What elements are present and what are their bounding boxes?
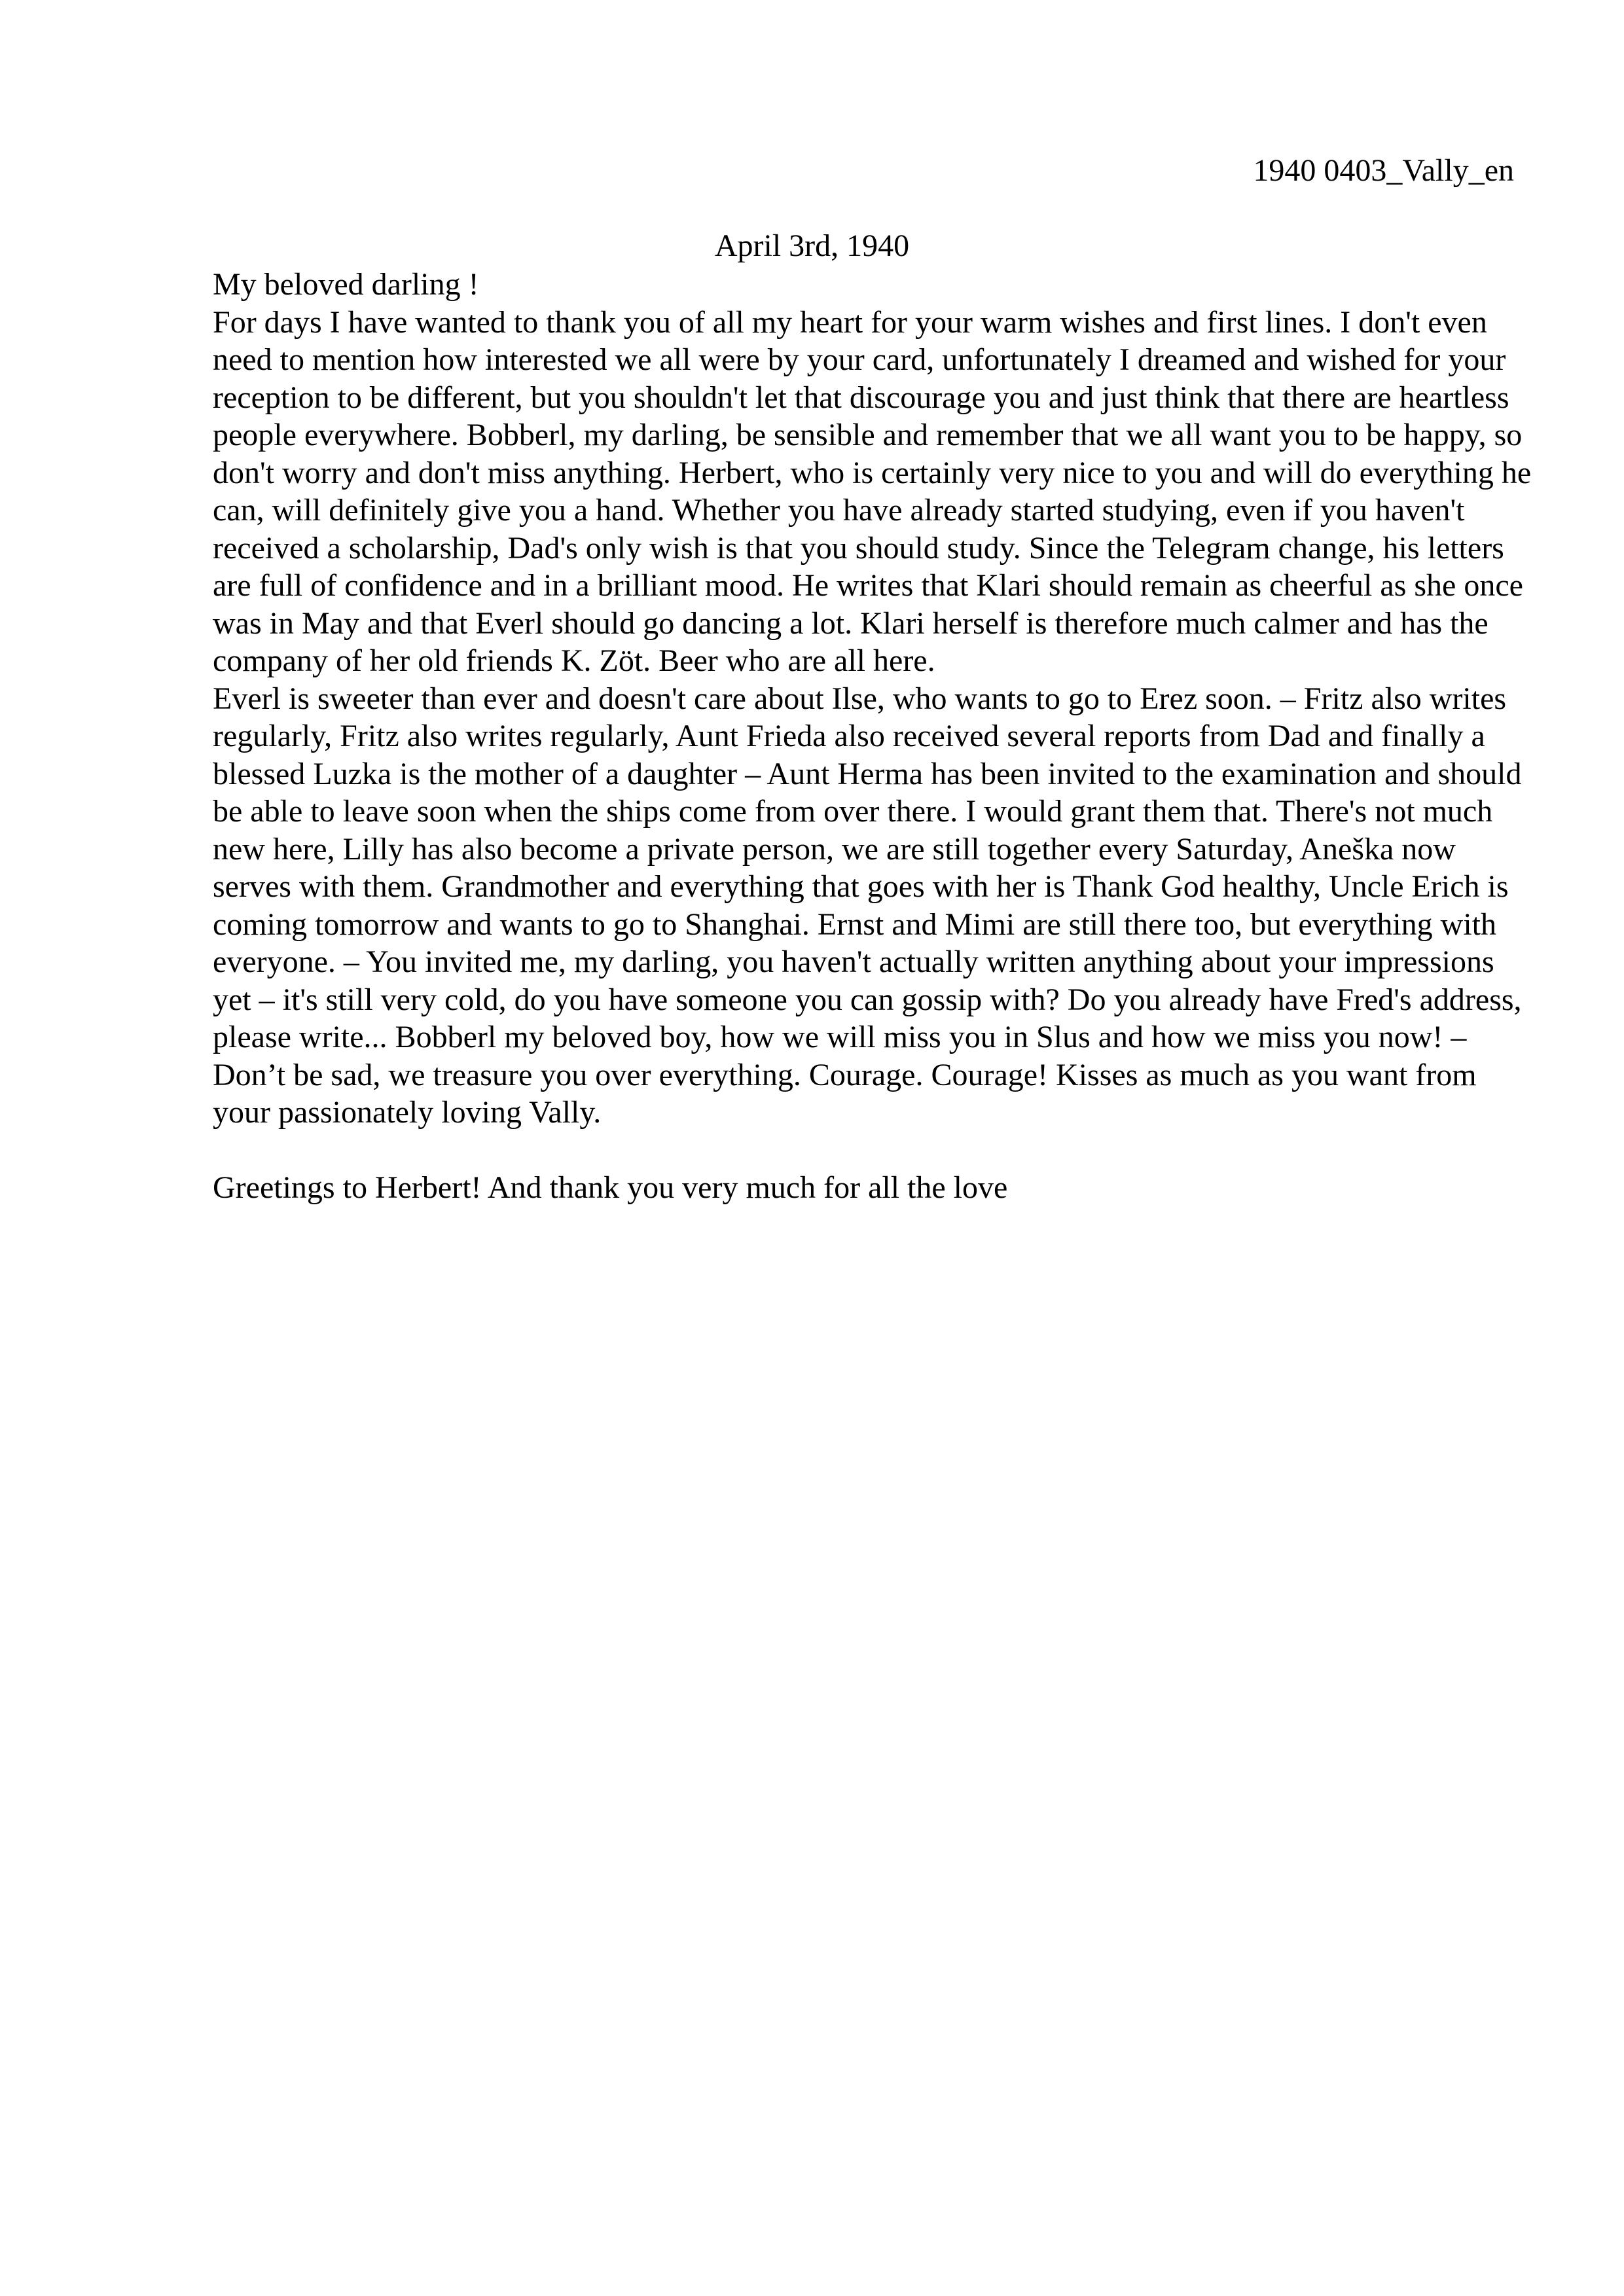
postscript: Greetings to Herbert! And thank you very much for all the love (213, 1170, 1008, 1205)
salutation: My beloved darling ! (213, 267, 479, 302)
letter-body (213, 266, 1535, 1207)
paragraph-spacer (213, 1132, 1535, 1170)
paragraph-2: Everl is sweeter than ever and doesn't care about Ilse, who wants to go to Erez soon. – Fritz also writes regularly, Fritz also writes regularly, Aunt Frieda also received several reports from Dad and finally a blessed Luzka is the mother of a daughter – Aunt Herma has been invited to the examination and should be able to leave soon when the ships come from over there. I would grant them that. There's not much new here, Lilly has also become a private person, we are still together every Saturday, Aneška now serves with them. Grandmother and everything that goes with her is Thank God healthy, Uncle Erich is coming tomorrow and wants to go to Shanghai. Ernst and Mimi are still there too, but everything with everyone. – You invited me, my darling, you haven't actually written anything about your impressions yet – it's still very cold, do you have someone you can gossip with? Do you already have Fred's address, please write... Bobberl my beloved boy, how we will miss you in Slus and how we miss you now! – Don’t be sad, we treasure you over everything. Courage. Courage! Kisses as much as you want from your passionately loving Vally. (213, 681, 1522, 1130)
paragraph-1: For days I have wanted to thank you of all my heart for your warm wishes and first lines. I don't even need to mention how interested we all were by your card, unfortunately I dreamed and wished for your reception to be different, but you shouldn't let that discourage you and just think that there are heartless people everywhere. Bobberl, my darling, be sensible and remember that we all want you to be happy, so don't worry and don't miss anything. Herbert, who is certainly very nice to you and will do everything he can, will definitely give you a hand. Whether you have already started studying, even if you haven't received a scholarship, Dad's only wish is that you should study. Since the Telegram change, his letters are full of confidence and in a brilliant mood. He writes that Klari should remain as cheerful as she once was in May and that Everl should go dancing a lot. Klari herself is therefore much calmer and has the company of her old friends K. Zöt. Beer who are all here. (213, 304, 1532, 678)
letter-date: April 3rd, 1940 (714, 228, 910, 263)
document-id: 1940 0403_Vally_en (1253, 153, 1514, 188)
